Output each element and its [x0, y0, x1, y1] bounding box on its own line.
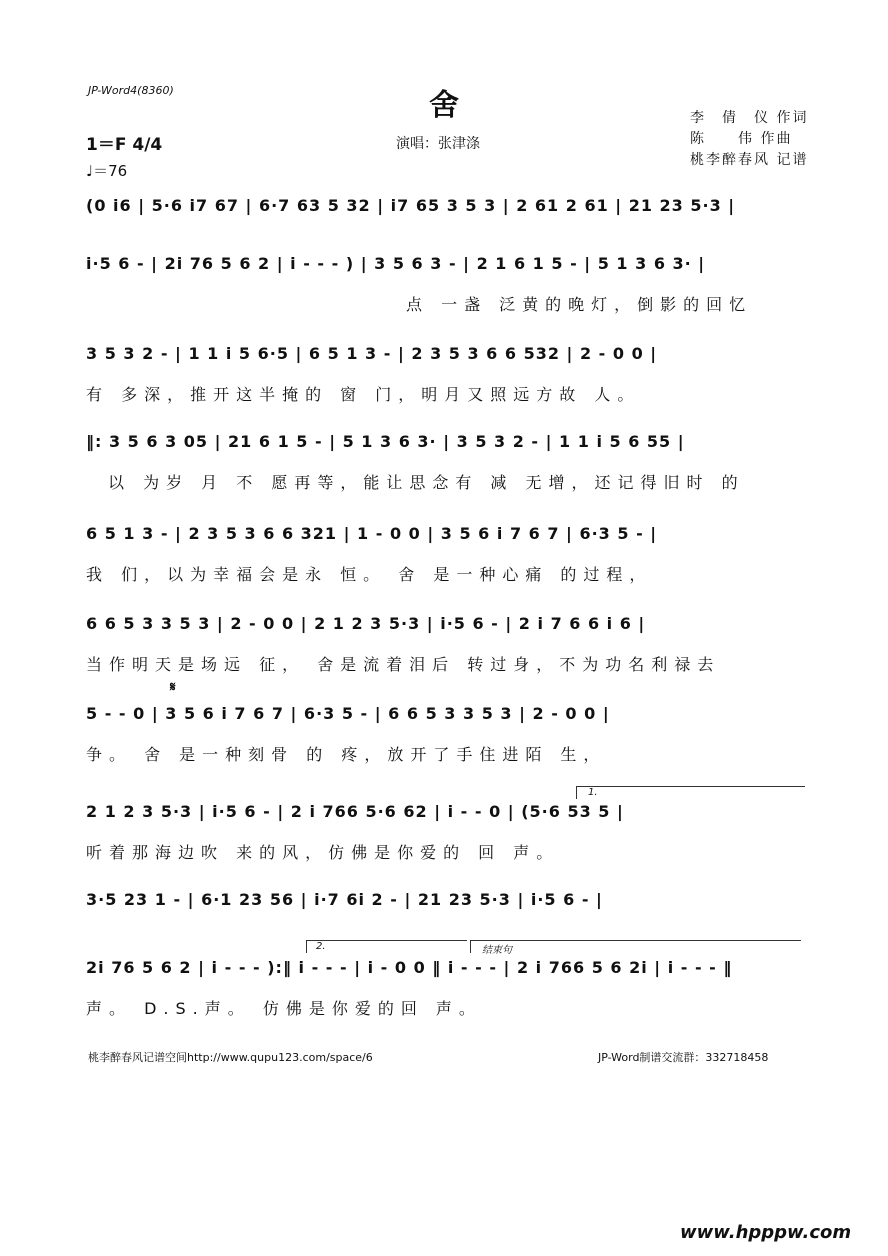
- row-lyric: 声。 D.S.声。 仿佛是你爱的回 声。: [86, 999, 482, 1018]
- row-lyric: 以 为岁 月 不 愿再等，能让思念有 减 无增，还记得旧时 的: [108, 473, 745, 492]
- row-lyric: 我 们，以为幸福会是永 恒。 舍 是一种心痛 的过程，: [86, 565, 653, 584]
- lyricist-credit: 李 倩 仪 作词: [690, 110, 809, 126]
- singer-label: 演唱：张津涤: [396, 136, 480, 152]
- row-notes: (0 i6 | 5·6 i7 67 | 6·7 63 5 32 | i7 65 3 5 3 | 2 61 2 61 | 21 23 5·3 |: [86, 196, 736, 215]
- song-title: 舍: [429, 88, 459, 123]
- row-lyric: 听着那海边吹 来的风，仿佛是你爱的 回 声。: [86, 843, 560, 862]
- row-notes: i·5 6 - | 2i 76 5 6 2 | i - - - ) | 3 5 6 3 - | 2 1 6 1 5 - | 5 1 3 6 3· |: [86, 254, 706, 273]
- key-signature: 1＝F 4/4: [86, 135, 163, 155]
- ending-bracket: [470, 940, 801, 953]
- watermark: www.hpppw.com: [680, 1222, 852, 1243]
- footer-group: JP-Word制谱交流群：332718458: [598, 1051, 769, 1064]
- volta-1-label: 1.: [588, 787, 598, 798]
- volta-bracket: [576, 786, 805, 799]
- row-lyric: 争。 舍 是一种刻骨 的 疼，放开了手住进陌 生，: [86, 745, 607, 764]
- transcriber-credit: 桃李醉春风 记谱: [690, 152, 809, 168]
- footer-credit: 桃李醉春风记谱空间http://www.qupu123.com/space/6: [88, 1051, 373, 1064]
- row-notes: 5 - - 0 | 3 5 6 i 7 6 7 | 6·3 5 - | 6 6 5 3 3 5 3 | 2 - 0 0 |: [86, 704, 610, 723]
- volta-bracket: [306, 940, 467, 953]
- composer-credit: 陈 伟 作曲: [690, 131, 793, 147]
- row-notes: 3·5 23 1 - | 6·1 23 56 | i·7 6i 2 - | 21 23 5·3 | i·5 6 - |: [86, 890, 603, 909]
- row-lyric: 点 一盏 泛黄的晚灯，倒影的回忆: [406, 295, 753, 314]
- row-lyric: 当作明天是场远 征， 舍是流着泪后 转过身，不为功名利禄去: [86, 655, 721, 674]
- row-notes: 2 1 2 3 5·3 | i·5 6 - | 2 i 766 5·6 62 | i - - 0 | (5·6 53 5 |: [86, 802, 624, 821]
- ending-label: 结束句: [482, 945, 512, 956]
- software-label: JP-Word4(8360): [88, 84, 174, 97]
- row-notes: 6 5 1 3 - | 2 3 5 3 6 6 321 | 1 - 0 0 | 3 5 6 i 7 6 7 | 6·3 5 - |: [86, 524, 658, 543]
- tempo-mark: ♩＝76: [86, 162, 128, 180]
- volta-2-label: 2.: [316, 941, 326, 952]
- credits: [690, 108, 808, 171]
- row-notes: 2i 76 5 6 2 | i - - - ):‖ i - - - | i - 0 0 ‖ i - - - | 2 i 766 5 6 2i | i - - - ‖: [86, 958, 733, 977]
- segno-mark: 𝄋: [170, 680, 176, 695]
- row-notes: 6 6 5 3 3 5 3 | 2 - 0 0 | 2 1 2 3 5·3 | i·5 6 - | 2 i 7 6 6 i 6 |: [86, 614, 646, 633]
- row-notes: 3 5 3 2 - | 1 1 i 5 6·5 | 6 5 1 3 - | 2 3 5 3 6 6 532 | 2 - 0 0 |: [86, 344, 658, 363]
- row-lyric: 有 多深，推开这半掩的 窗 门，明月又照远方故 人。: [86, 385, 641, 404]
- row-notes: ‖: 3 5 6 3 05 | 21 6 1 5 - | 5 1 3 6 3· | 3 5 3 2 - | 1 1 i 5 6 55 |: [86, 432, 685, 451]
